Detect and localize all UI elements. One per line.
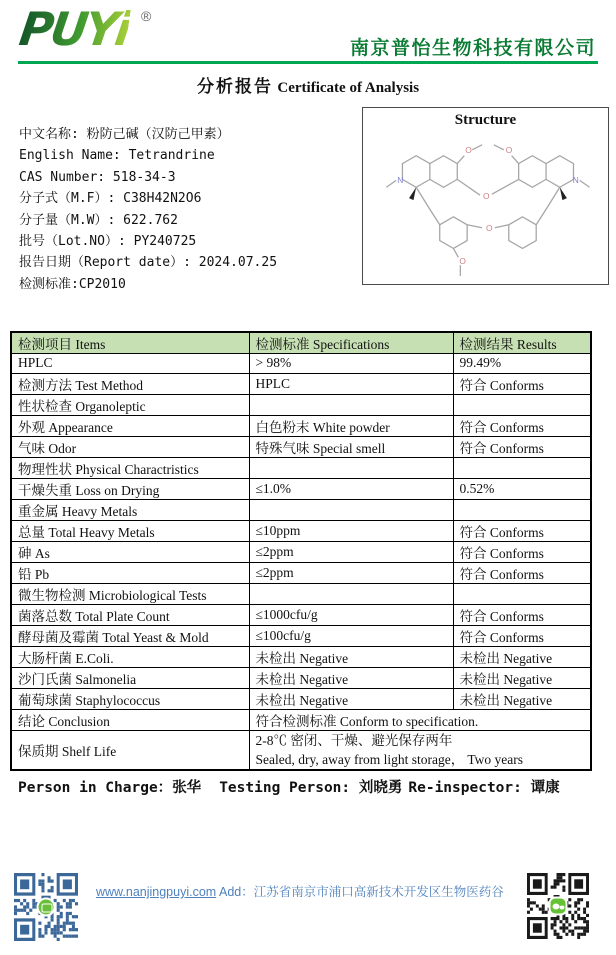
result-cell: 0.52% — [453, 478, 591, 499]
item-cell: 性状检查 Organoleptic — [11, 394, 249, 415]
chemical-structure-icon — [365, 134, 605, 280]
qr-code-right-icon — [527, 873, 589, 939]
table-row — [11, 646, 591, 667]
item-cell: 检测方法 Test Method — [11, 373, 249, 394]
info-value: C38H42N2O6 — [123, 191, 202, 207]
result-cell: 符合 Conforms — [453, 562, 591, 583]
spec-cell: 未检出 Negative — [249, 688, 453, 709]
spec-cell: ≤1000cfu/g — [249, 604, 453, 625]
table-row — [11, 373, 591, 394]
info-line-test-standard — [19, 274, 277, 295]
shelf-life-value — [249, 730, 591, 770]
item-cell: HPLC — [11, 354, 249, 374]
footer-text — [96, 882, 504, 900]
info-value: 518-34-3 — [112, 169, 176, 185]
result-cell: 符合 Conforms — [453, 604, 591, 625]
item-cell: 外观 Appearance — [11, 415, 249, 436]
wechat-icon — [549, 897, 568, 916]
result-cell: 未检出 Negative — [453, 688, 591, 709]
result-cell — [453, 499, 591, 520]
spec-cell: ≤2ppm — [249, 562, 453, 583]
svg-text:O: O — [483, 191, 490, 202]
item-cell: 大肠杆菌 E.Coli. — [11, 646, 249, 667]
info-value: 2024.07.25 — [198, 255, 278, 271]
result-cell — [453, 583, 591, 604]
table-row — [11, 604, 591, 625]
info-label: 分子量（M.W）: — [19, 212, 116, 228]
item-cell: 酵母菌及霉菌 Total Yeast & Mold — [11, 625, 249, 646]
table-row — [11, 354, 591, 374]
item-cell: 铅 Pb — [11, 562, 249, 583]
info-label: 批号（Lot.NO）: — [19, 233, 126, 249]
result-cell: 符合 Conforms — [453, 541, 591, 562]
info-label: English Name: — [19, 148, 121, 164]
spec-cell: HPLC — [249, 373, 453, 394]
info-value: 622.762 — [123, 212, 178, 228]
info-line-english-name — [19, 145, 277, 166]
table-header-specifications: 检测标准 Specifications — [249, 332, 453, 354]
spec-cell: 未检出 Negative — [249, 646, 453, 667]
shelf-life-row — [11, 730, 591, 770]
product-info — [19, 124, 277, 295]
puyi-emblem-icon — [37, 898, 56, 917]
website-link[interactable]: www.nanjingpuyi.com — [96, 885, 217, 899]
svg-text:O: O — [459, 256, 466, 267]
spec-cell — [249, 394, 453, 415]
structure-box — [362, 107, 609, 285]
spec-cell: > 98% — [249, 354, 453, 374]
shelf-life-line2: Sealed, dry, away from light storage， Two years — [255, 751, 523, 767]
info-line-lot-number — [19, 231, 277, 252]
spec-cell: 未检出 Negative — [249, 667, 453, 688]
table-row — [11, 583, 591, 604]
company-name: 南京普怡生物科技有限公司 — [349, 38, 596, 59]
svg-text:O: O — [485, 223, 493, 234]
testing-person-value: 刘晓勇 — [358, 780, 403, 796]
spec-cell — [249, 457, 453, 478]
registered-trademark-icon: ® — [141, 8, 152, 24]
page-title-cn: 分析报告 — [196, 77, 273, 96]
svg-text:N: N — [397, 174, 404, 185]
puyi-logo: PUYi — [16, 2, 132, 56]
result-cell: 未检出 Negative — [453, 667, 591, 688]
info-label: 分子式（M.F）: — [19, 191, 116, 207]
spec-cell — [249, 583, 453, 604]
item-cell: 微生物检测 Microbiological Tests — [11, 583, 249, 604]
info-value: CP2010 — [78, 276, 126, 292]
testing-person-label: Testing Person: — [219, 780, 351, 796]
info-line-molecular-formula — [19, 188, 277, 209]
svg-text:O: O — [505, 145, 513, 156]
spec-cell — [249, 499, 453, 520]
page-title-en: Certificate of Analysis — [277, 80, 420, 96]
item-cell: 葡萄球菌 Staphylococcus — [11, 688, 249, 709]
info-line-cas-number — [19, 167, 277, 188]
table-header-row — [11, 332, 591, 354]
result-cell: 符合 Conforms — [453, 415, 591, 436]
shelf-life-label: 保质期 Shelf Life — [11, 730, 249, 770]
info-label: CAS Number: — [19, 169, 106, 185]
table-row — [11, 499, 591, 520]
table-row — [11, 688, 591, 709]
spec-cell: 特殊气味 Special smell — [249, 436, 453, 457]
person-in-charge-value: 张华 — [172, 780, 202, 796]
info-label: 中文名称: — [19, 127, 79, 142]
table-row — [11, 541, 591, 562]
address-label: Add： — [219, 885, 254, 899]
item-cell: 砷 As — [11, 541, 249, 562]
item-cell: 菌落总数 Total Plate Count — [11, 604, 249, 625]
header-divider — [18, 61, 598, 64]
table-header-results: 检测结果 Results — [453, 332, 591, 354]
item-cell: 干燥失重 Loss on Drying — [11, 478, 249, 499]
spec-cell: ≤1.0% — [249, 478, 453, 499]
qr-code-left-icon — [14, 873, 78, 941]
result-cell — [453, 394, 591, 415]
conclusion-value: 符合检测标准 Conform to specification. — [249, 709, 591, 730]
table-row — [11, 436, 591, 457]
item-cell: 气味 Odor — [11, 436, 249, 457]
item-cell: 沙门氏菌 Salmonelia — [11, 667, 249, 688]
result-cell: 符合 Conforms — [453, 625, 591, 646]
table-row — [11, 562, 591, 583]
result-cell: 未检出 Negative — [453, 646, 591, 667]
address-text: 江苏省南京市浦口高新技术开发区生物医药谷 — [253, 885, 504, 899]
conclusion-row — [11, 709, 591, 730]
info-line-report-date — [19, 252, 277, 273]
info-label: 检测标准: — [19, 276, 79, 292]
result-cell: 符合 Conforms — [453, 436, 591, 457]
info-line-chinese-name — [19, 124, 277, 145]
page-title — [0, 72, 616, 97]
info-label: 报告日期（Report date）: — [19, 255, 191, 271]
reinspector-value: 谭康 — [530, 780, 560, 796]
info-value: PY240725 — [133, 233, 197, 249]
info-line-molecular-weight — [19, 210, 277, 231]
reinspector-label: Re-inspector: — [408, 780, 522, 796]
conclusion-label: 结论 Conclusion — [11, 709, 249, 730]
svg-text:N: N — [572, 174, 579, 185]
result-cell: 99.49% — [453, 354, 591, 374]
coa-table — [10, 331, 592, 771]
table-row — [11, 415, 591, 436]
table-row — [11, 394, 591, 415]
result-cell — [453, 457, 591, 478]
table-header-items: 检测项目 Items — [11, 332, 249, 354]
spec-cell: ≤2ppm — [249, 541, 453, 562]
table-row — [11, 625, 591, 646]
table-row — [11, 667, 591, 688]
result-cell: 符合 Conforms — [453, 520, 591, 541]
signature-line — [18, 776, 598, 797]
spec-cell: ≤100cfu/g — [249, 625, 453, 646]
table-row — [11, 520, 591, 541]
info-value: Tetrandrine — [128, 148, 215, 164]
item-cell: 重金属 Heavy Metals — [11, 499, 249, 520]
item-cell: 物理性状 Physical Charactristics — [11, 457, 249, 478]
info-value: 粉防己碱（汉防己甲素） — [86, 127, 230, 142]
result-cell: 符合 Conforms — [453, 373, 591, 394]
table-row — [11, 478, 591, 499]
person-in-charge-label: Person in Charge： — [18, 780, 173, 796]
item-cell: 总量 Total Heavy Metals — [11, 520, 249, 541]
table-row — [11, 457, 591, 478]
shelf-life-line1: 2-8℃ 密闭、干燥、避光保存两年 — [255, 732, 453, 748]
spec-cell: 白色粉末 White powder — [249, 415, 453, 436]
svg-text:O: O — [465, 145, 472, 156]
spec-cell: ≤10ppm — [249, 520, 453, 541]
structure-title: Structure — [454, 112, 517, 128]
